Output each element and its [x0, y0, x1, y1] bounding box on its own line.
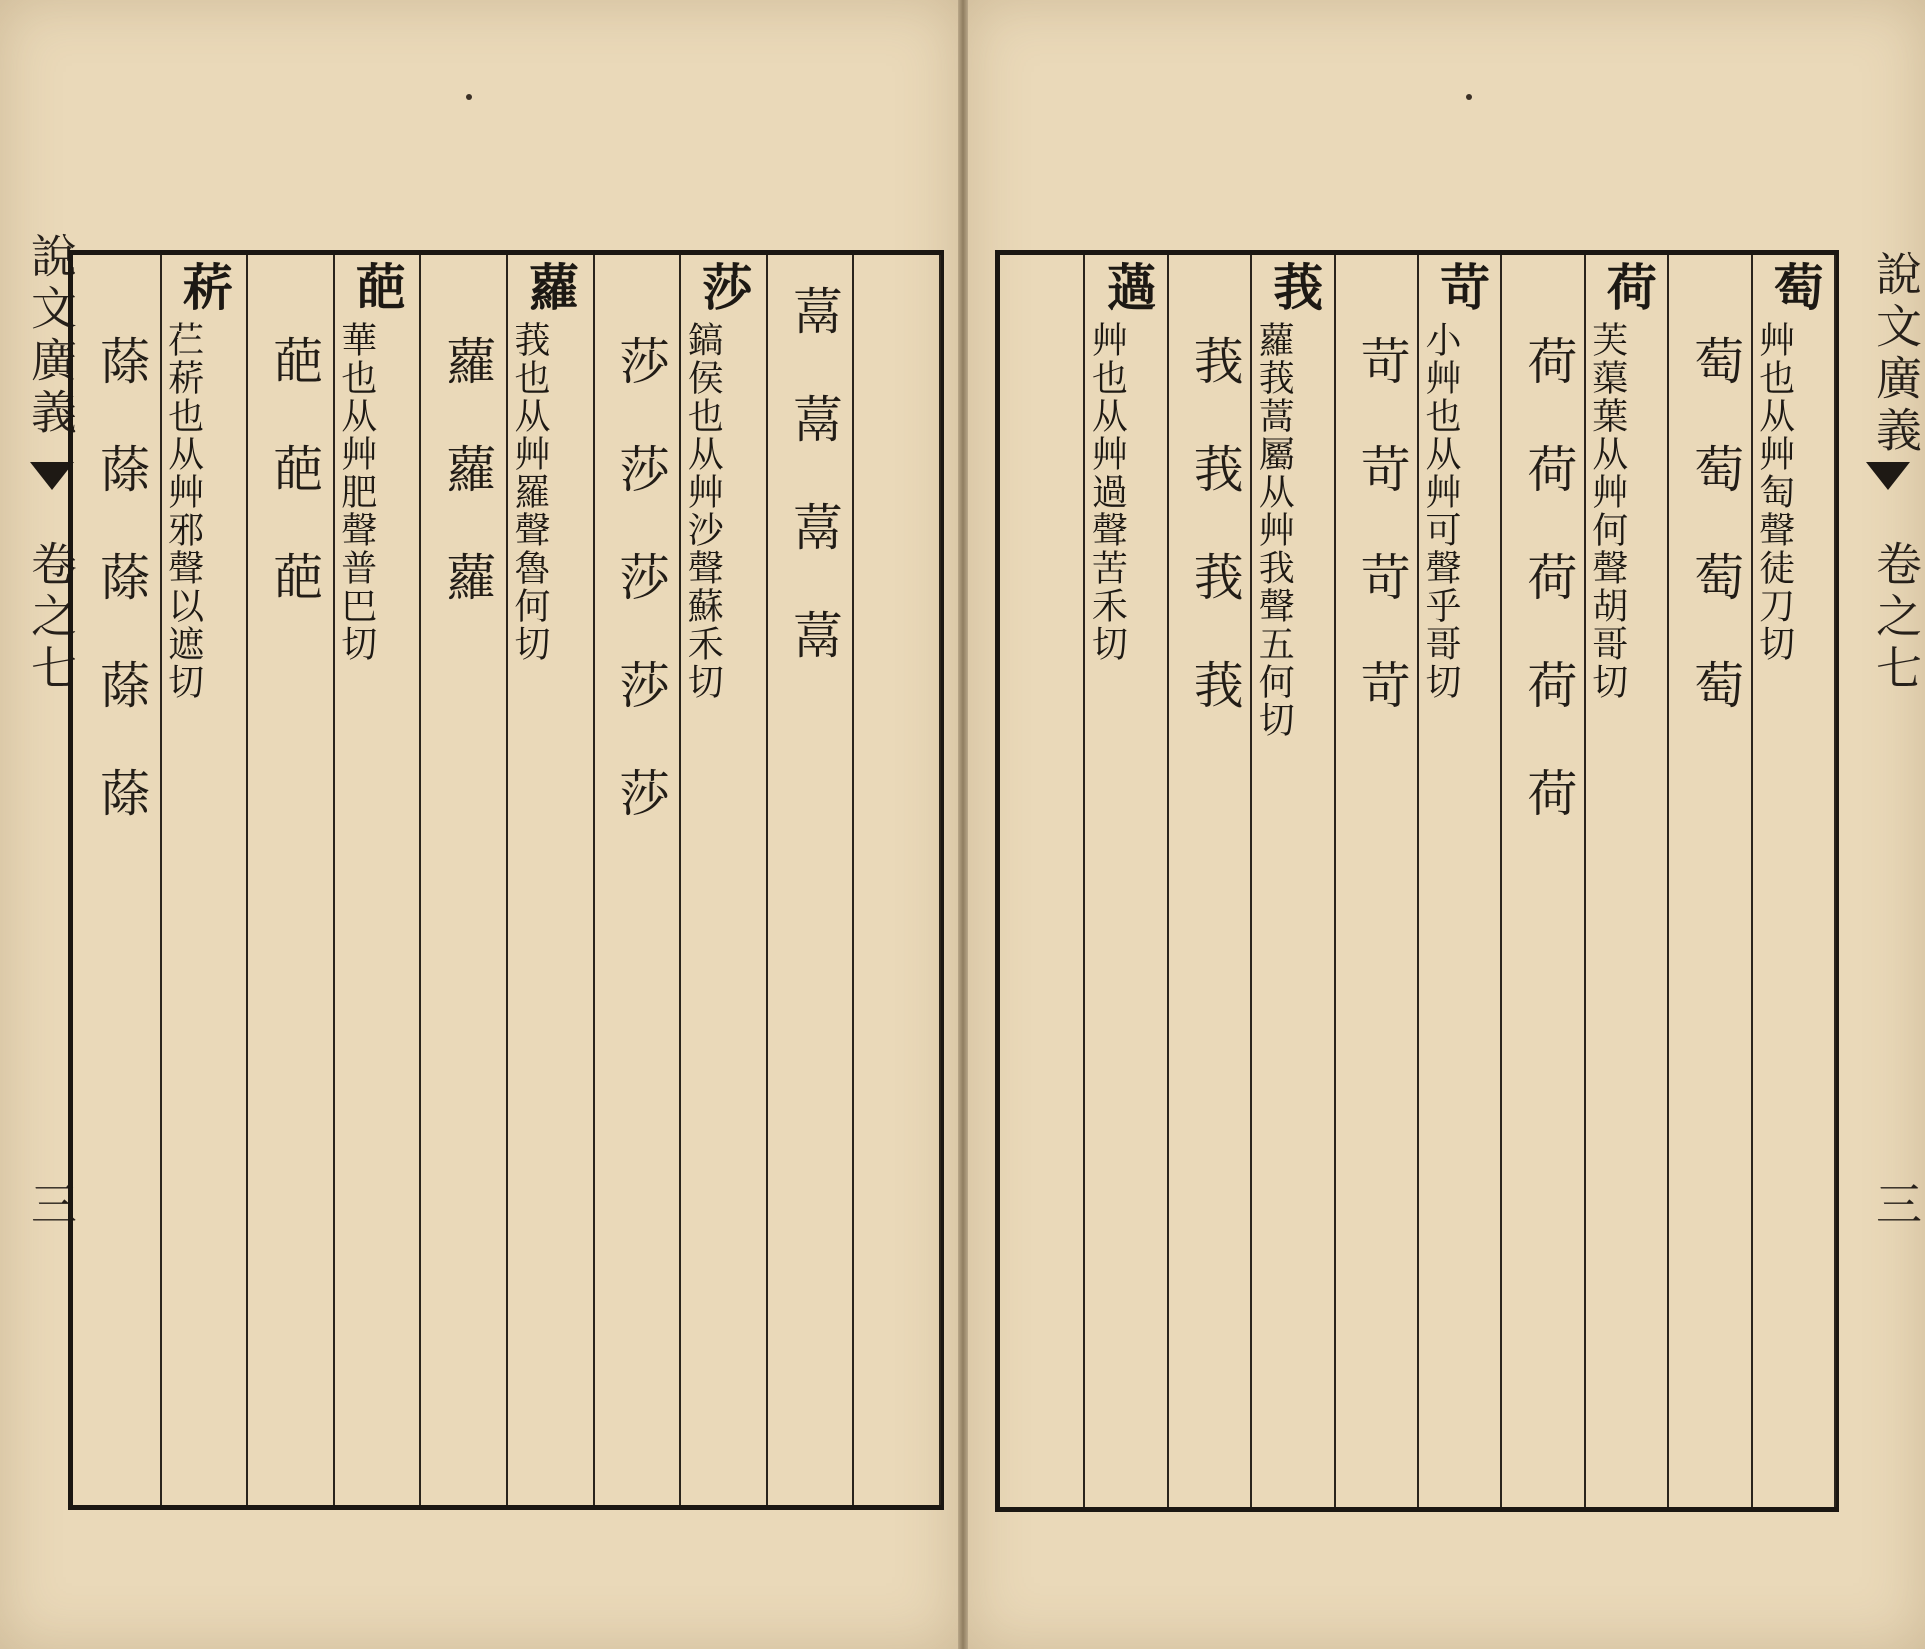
- seal-glyph: 莎: [611, 443, 670, 551]
- column-rule: [852, 255, 941, 1505]
- seal-glyph: 苛: [1352, 335, 1411, 443]
- entry-gloss: 蘿莪蒿屬从艸我聲五何切: [1253, 321, 1295, 739]
- margin-page-number: 三: [1869, 1180, 1923, 1232]
- column-rule: [1000, 255, 1085, 1507]
- left-text-frame: [68, 250, 944, 1510]
- seal-glyph: 蒢: [92, 335, 150, 443]
- entry-gloss: 芙蕖葉从艸何聲胡哥切: [1586, 321, 1628, 701]
- seal-script-forms: [605, 335, 677, 875]
- seal-glyph: 萄: [1686, 659, 1745, 767]
- seal-glyph: 荷: [1519, 659, 1578, 767]
- seal-glyph: 苛: [1352, 551, 1411, 659]
- margin-book-title: 說文廣義: [1869, 250, 1923, 458]
- seal-glyph: 葩: [265, 335, 324, 443]
- seal-glyph: 萄: [1686, 551, 1745, 659]
- seal-glyph: 蒚: [784, 393, 843, 501]
- seal-script-forms: [431, 335, 503, 659]
- seal-glyph: 葩: [265, 551, 324, 659]
- seal-glyph: 莎: [611, 335, 670, 443]
- seal-glyph: 荷: [1519, 551, 1578, 659]
- seal-script-forms: [1512, 335, 1584, 875]
- seal-glyph: 蘿: [438, 551, 497, 659]
- seal-glyph: 蒚: [784, 501, 843, 609]
- entry-gloss: 鎬侯也从艸沙聲蘇禾切: [682, 321, 724, 701]
- right-text-frame: [995, 250, 1839, 1512]
- ink-dot: [466, 94, 472, 100]
- entry-headword: 莪: [1265, 261, 1325, 313]
- seal-glyph: 蒢: [92, 551, 150, 659]
- seal-glyph: 蒚: [784, 285, 843, 393]
- entry-headword: 莎: [694, 261, 754, 313]
- margin-volume-label: 卷之七: [24, 540, 78, 696]
- seal-glyph: 莎: [611, 659, 670, 767]
- seal-glyph: 苛: [1352, 443, 1411, 551]
- entry-headword: 菥: [174, 261, 234, 313]
- seal-glyph: 葩: [265, 443, 324, 551]
- entry-gloss: 莪也从艸羅聲魯何切: [509, 321, 550, 663]
- seal-glyph: 荷: [1519, 335, 1578, 443]
- entry-gloss: 華也从艸肥聲普巴切: [335, 321, 377, 663]
- seal-script-forms: [1346, 335, 1418, 767]
- entry-headword: 苛: [1432, 261, 1491, 313]
- entry-headword: 葩: [347, 261, 407, 313]
- seal-glyph: 荷: [1519, 767, 1578, 875]
- seal-glyph: 莎: [611, 551, 670, 659]
- book-gutter: [958, 0, 968, 1649]
- right-page: [968, 0, 1925, 1649]
- seal-script-forms: [1679, 335, 1751, 767]
- seal-glyph: 蒢: [92, 443, 150, 551]
- margin-volume-label: 卷之七: [1869, 540, 1923, 696]
- seal-script-forms: [85, 335, 157, 875]
- entry-gloss: 艸也从艸過聲苦禾切: [1086, 321, 1128, 663]
- seal-glyph: 莪: [1185, 443, 1244, 551]
- ink-dot: [1466, 94, 1472, 100]
- seal-glyph: 莎: [611, 767, 670, 875]
- seal-glyph: 莪: [1185, 551, 1244, 659]
- margin-book-title: 說文廣義: [24, 232, 78, 440]
- seal-glyph: 莪: [1185, 659, 1244, 767]
- seal-glyph: 蒢: [92, 767, 150, 875]
- seal-glyph: 蒚: [784, 609, 843, 717]
- entry-headword: 荷: [1598, 261, 1658, 313]
- seal-script-forms: [1179, 335, 1251, 767]
- seal-glyph: 萄: [1686, 443, 1745, 551]
- entry-gloss: 小艸也从艸可聲乎哥切: [1420, 321, 1461, 701]
- entry-headword: 萄: [1765, 261, 1825, 313]
- entry-headword: 薖: [1098, 261, 1158, 313]
- seal-script-forms: [778, 285, 850, 717]
- margin-page-number: 三: [24, 1180, 78, 1232]
- seal-glyph: 莪: [1185, 335, 1244, 443]
- seal-glyph: 苛: [1352, 659, 1411, 767]
- seal-glyph: 萄: [1686, 335, 1745, 443]
- seal-glyph: 蘿: [438, 443, 497, 551]
- entry-gloss: 芢菥也从艸邪聲以遮切: [162, 321, 204, 701]
- fishtail-mark-icon: [1866, 462, 1910, 490]
- seal-glyph: 蘿: [438, 335, 497, 443]
- seal-glyph: 蒢: [92, 659, 150, 767]
- left-page: [0, 0, 958, 1649]
- entry-headword: 蘿: [521, 261, 580, 313]
- seal-script-forms: [258, 335, 330, 659]
- entry-gloss: 艸也从艸匋聲徒刀切: [1753, 321, 1795, 663]
- seal-glyph: 荷: [1519, 443, 1578, 551]
